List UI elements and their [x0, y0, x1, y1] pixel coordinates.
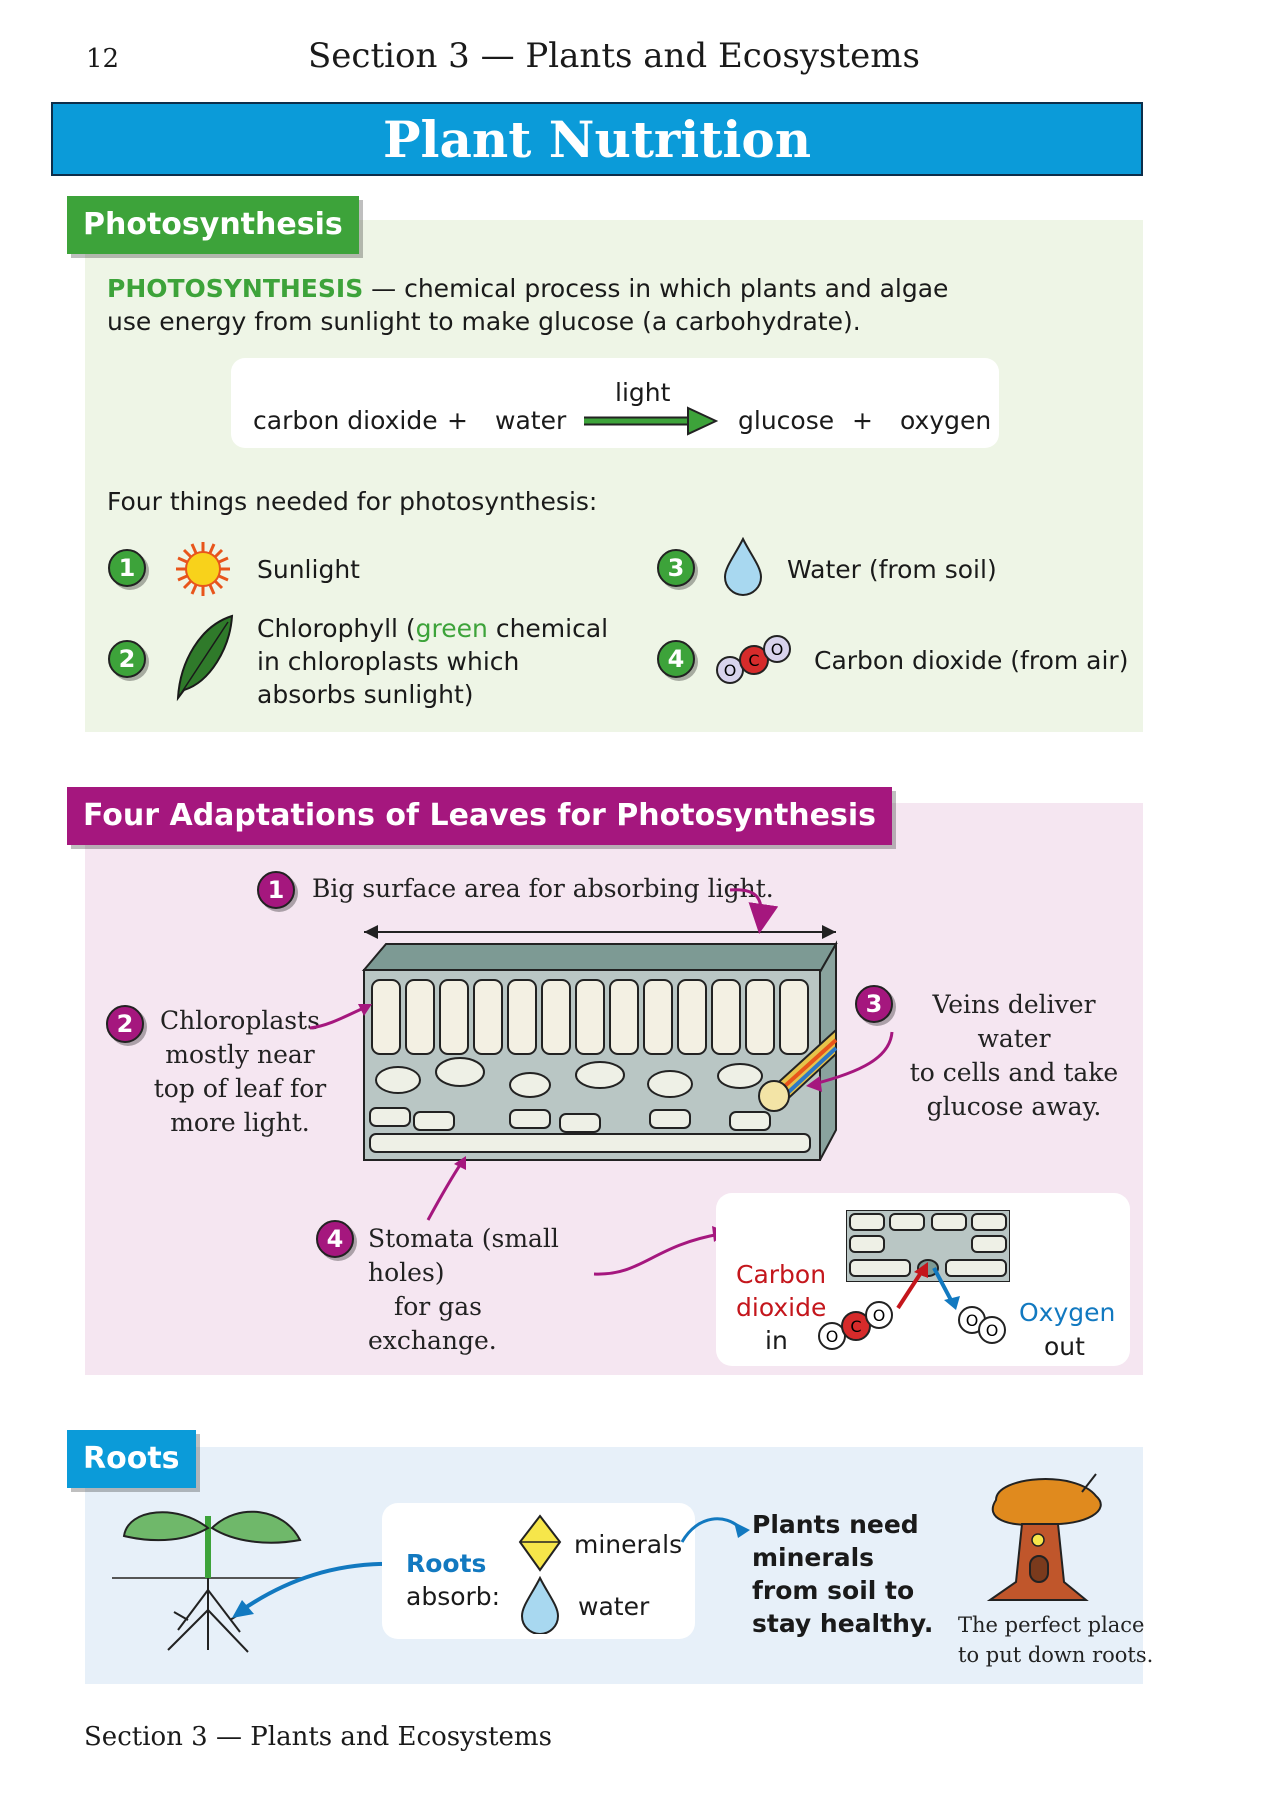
need-number-4: 4: [657, 640, 695, 678]
adaptation-text-2-line2: mostly near: [165, 1040, 315, 1069]
water-label: water: [578, 1592, 650, 1621]
water-drop-icon-roots: [518, 1576, 562, 1634]
pointer-arrow-3: [800, 1028, 900, 1098]
mineral-crystal-icon: [518, 1514, 562, 1572]
title-bar: [51, 102, 1143, 176]
definition-line1: — chemical process in which plants and algae: [363, 274, 949, 303]
adaptation-number-1: 1: [257, 871, 295, 909]
co2-in-label: in: [765, 1326, 788, 1355]
need-number-3: 3: [657, 549, 695, 587]
adaptation-number-2: 2: [106, 1005, 144, 1043]
caption-line2: to put down roots.: [958, 1643, 1154, 1667]
roots-tab: Roots: [67, 1430, 196, 1488]
eq-plus1: +: [447, 406, 468, 435]
need-label-3: Water (from soil): [787, 555, 997, 584]
page-title: Plant Nutrition: [382, 109, 812, 169]
eq-product1: glucose: [738, 406, 835, 435]
roots-word: Roots: [406, 1549, 487, 1578]
need-number-1: 1: [108, 549, 146, 587]
absorb-word: absorb:: [406, 1582, 501, 1611]
minerals-label: minerals: [574, 1530, 683, 1559]
page-number: 12: [86, 44, 120, 74]
co2-molecule-icon: [816, 1300, 896, 1352]
roots-note-line1: Plants need: [752, 1510, 919, 1539]
footer-section: Section 3 — Plants and Ecosystems: [84, 1722, 552, 1752]
adaptation-text-3-line1: Veins deliver water: [932, 990, 1096, 1053]
svg-text:C: C: [748, 651, 760, 670]
definition-line2: use energy from sunlight to make glucose (a carbohydrate).: [107, 307, 861, 336]
water-drop-icon: [721, 537, 765, 597]
eq-plus2: +: [852, 406, 873, 435]
minerals-pointer-arrow: [678, 1510, 754, 1546]
adaptation-text-2-line1: Chloroplasts: [160, 1006, 320, 1035]
adaptation-text-3-line3: glucose away.: [926, 1092, 1102, 1121]
adaptation-text-2-line4: more light.: [170, 1108, 310, 1137]
need-label-2-part1: Chlorophyll (: [257, 614, 416, 643]
o2-out-label: out: [1044, 1332, 1085, 1361]
pointer-arrow-4a: [420, 1154, 470, 1224]
need-label-2-line3: absorbs sunlight): [257, 680, 474, 709]
photosynthesis-definition: [107, 272, 948, 338]
adaptation-text-4-line1: Stomata (small holes): [368, 1224, 559, 1287]
adaptation-text-2-line3: top of leaf for: [153, 1074, 327, 1103]
eq-condition: light: [615, 378, 671, 407]
photosynthesis-term: PHOTOSYNTHESIS: [107, 274, 364, 303]
o2-molecule-icon: [956, 1302, 1012, 1348]
adaptation-text-3: [900, 988, 1128, 1124]
roots-pointer-arrow: [226, 1556, 402, 1626]
need-label-1: Sunlight: [257, 555, 360, 584]
svg-text:O: O: [872, 1306, 886, 1325]
adaptation-text-1: Big surface area for absorbing light.: [312, 874, 774, 903]
adaptation-text-4-line2: for gas exchange.: [368, 1292, 497, 1355]
co2-line2: dioxide: [736, 1293, 827, 1322]
adaptation-number-3: 3: [855, 985, 893, 1023]
roots-note: [752, 1508, 933, 1640]
sun-icon: [174, 540, 232, 598]
leaf-icon: [170, 612, 236, 702]
svg-text:C: C: [850, 1317, 862, 1336]
carbon-dioxide-molecule-icon: [714, 632, 794, 686]
roots-note-line3: from soil to: [752, 1576, 915, 1605]
tree-house-caption: [958, 1610, 1153, 1670]
co2-line1: Carbon: [736, 1260, 827, 1289]
svg-text:O: O: [770, 640, 784, 659]
o2-label: Oxygen: [1019, 1298, 1116, 1327]
tree-house-illustration: [966, 1470, 1116, 1606]
svg-text:O: O: [965, 1311, 979, 1330]
need-label-4: Carbon dioxide (from air): [814, 646, 1129, 675]
adaptations-tab: Four Adaptations of Leaves for Photosynthesis: [67, 787, 892, 845]
need-label-2-line2: in chloroplasts which: [257, 647, 520, 676]
equation-arrow-icon: [582, 406, 718, 436]
adaptation-text-4: [368, 1222, 618, 1358]
photosynthesis-tab: Photosynthesis: [67, 196, 359, 254]
section-header: Section 3 — Plants and Ecosystems: [308, 36, 920, 76]
need-label-2-part2: chemical: [487, 614, 609, 643]
adaptation-number-4: 4: [316, 1220, 354, 1258]
leaf-cross-section-illustration: [350, 880, 850, 1200]
need-number-2: 2: [108, 640, 146, 678]
need-label-2: [257, 612, 608, 711]
needs-heading: Four things needed for photosynthesis:: [107, 487, 598, 516]
need-label-2-green: green: [415, 614, 488, 643]
roots-note-line2: minerals: [752, 1543, 875, 1572]
adaptation-text-3-line2: to cells and take: [909, 1058, 1119, 1087]
pointer-arrow-4b: [592, 1222, 732, 1280]
svg-text:O: O: [985, 1321, 999, 1340]
eq-product2: oxygen: [900, 406, 992, 435]
svg-text:O: O: [825, 1327, 839, 1346]
eq-reactant1: carbon dioxide: [253, 406, 438, 435]
caption-line1: The perfect place: [958, 1613, 1145, 1637]
pointer-arrow-2: [306, 996, 376, 1036]
adaptation-text-2: [152, 1004, 328, 1140]
roots-note-line4: stay healthy.: [752, 1609, 934, 1638]
eq-reactant2: water: [495, 406, 567, 435]
svg-text:O: O: [723, 661, 737, 680]
co2-label: [736, 1258, 826, 1324]
